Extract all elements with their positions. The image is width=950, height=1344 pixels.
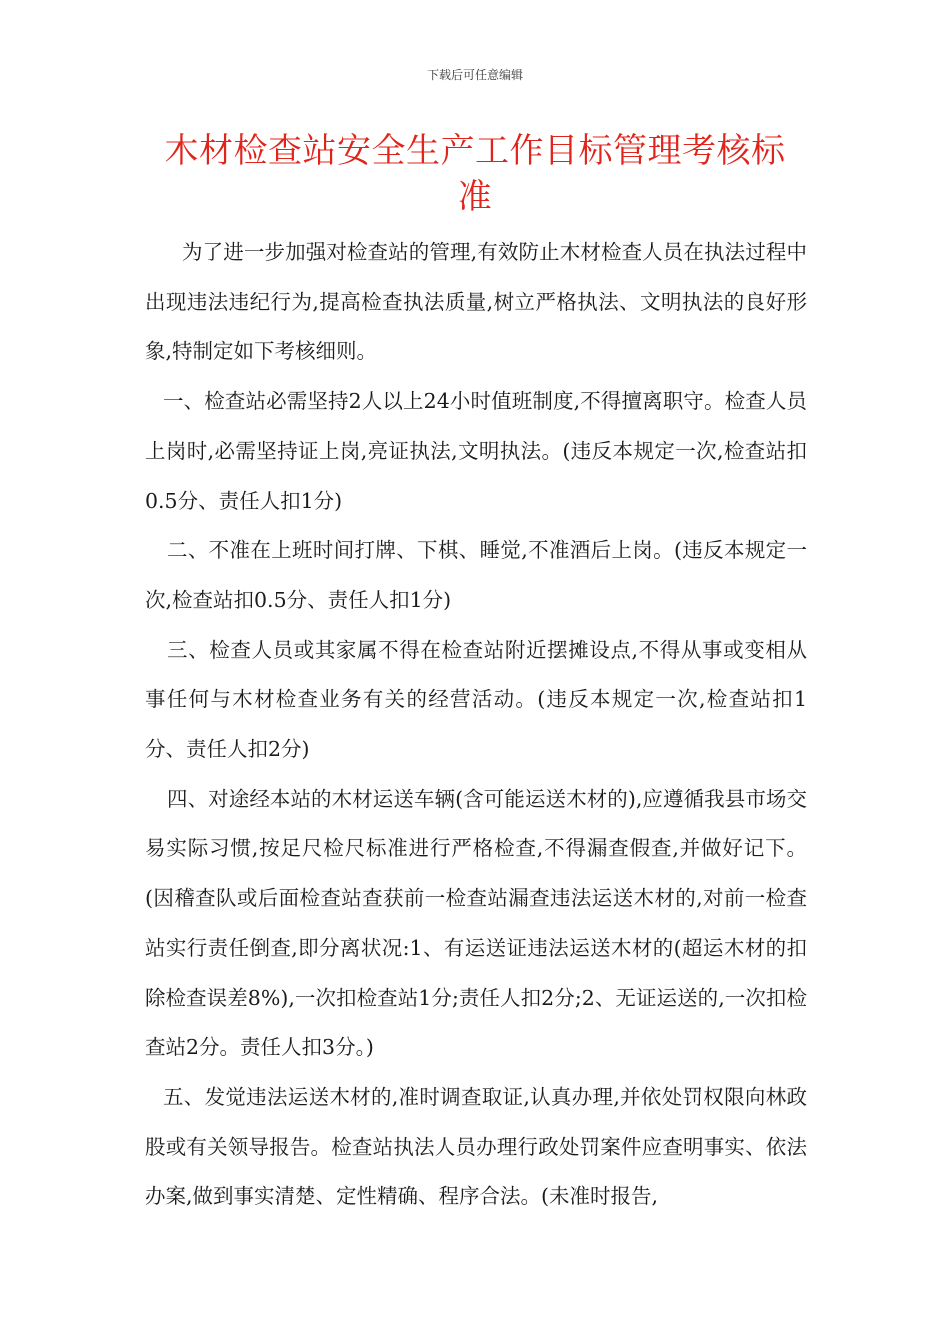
paragraph-rule-3: 三、检查人员或其家属不得在检查站附近摆摊设点,不得从事或变相从事任何与木材检查业务有关的经营活动。(违反本规定一次,检查站扣1分、责任人扣2分) xyxy=(145,637,807,762)
paragraph-rule-1: 一、检查站必需坚持2人以上24小时值班制度,不得擅离职守。检查人员上岗时,必需坚持证上岗,亮证执法,文明执法。(违反本规定一次,检查站扣0.5分、责任人扣1分) xyxy=(145,389,807,513)
document-title xyxy=(145,128,805,220)
paragraph-intro: 为了进一步加强对检查站的管理,有效防止木材检查人员在执法过程中出现违法违纪行为,提高检查执法质量,树立严格执法、文明执法的良好形象,特制定如下考核细则。 xyxy=(145,240,807,364)
header-note: 下载后可任意编辑 xyxy=(426,68,523,82)
document-body xyxy=(145,228,807,1222)
title-line-2: 准 xyxy=(457,177,493,217)
paragraph-rule-4: 四、对途经本站的木材运送车辆(含可能运送木材的),应遵循我县市场交易实际习惯,按足尺检尺标准进行严格检查,不得漏查假查,并做好记下。(因稽查队或后面检查站查获前一检查站漏查违法运送木材的,对前一检查站实行责任倒查,即分离状况:1、有运送证违法运送木材的(超运木材的扣除检查误差8%),一次扣检查站1分;责任人扣2分;2、无证运送的,一次扣检查站2分。责任人扣3分。) xyxy=(145,786,807,1060)
paragraph-rule-2: 二、不准在上班时间打牌、下棋、睡觉,不准酒后上岗。(违反本规定一次,检查站扣0.5分、责任人扣1分) xyxy=(145,538,807,612)
paragraph-rule-5: 五、发觉违法运送木材的,准时调查取证,认真办理,并依处罚权限向林政股或有关领导报告。检查站执法人员办理行政处罚案件应查明事实、依法办案,做到事实清楚、定性精确、程序合法。(未准时报告, xyxy=(145,1084,807,1209)
title-line-1: 木材检查站安全生产工作目标管理考核标 xyxy=(164,131,786,171)
